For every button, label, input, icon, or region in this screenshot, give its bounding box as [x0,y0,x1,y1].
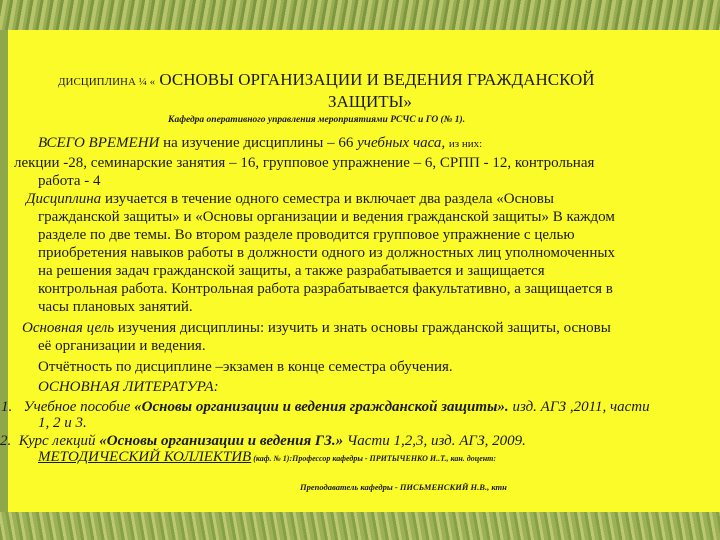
total-hours-line [38,135,482,152]
discipline-title [58,70,595,90]
description-line-5: на решения задач гражданской защиты, а также разрабатывается и защищается [38,263,545,279]
literature-item-1-cont: 1, 2 и 3. [38,415,87,431]
description-label: Дисциплина [26,191,102,207]
background-grass-top [0,0,720,30]
goal-line-1 [22,320,611,337]
literature-item-1 [1,399,650,416]
collective-text: (каф. № 1):Профессор кафедры - ПРИТЫЧЕНКО И..Т., кан. доцент: [251,454,497,463]
description-line-7: часы плановых занятий. [38,299,193,315]
goal-text-1: изучения дисциплины: изучить и знать основы гражданской защиты, основы [114,320,611,336]
title-prefix: ДИСЦИПЛИНА ¼ « [58,76,156,88]
breakdown-line-1: лекции -28, семинарские занятия – 16, групповое упражнение – 6, СРПП - 12, контрольная [14,155,595,171]
literature-item-1-c: изд. АГЗ ,2011, части [508,399,650,415]
total-text2: из них: [448,138,483,150]
literature-header-text: ОСНОВНАЯ ЛИТЕРАТУРА: [38,379,219,395]
collective-line [38,449,496,466]
description-line-4: приобретения навыков работы в должности одного из должностных лиц уполномоченных [38,245,615,261]
literature-item-2 [0,433,526,450]
literature-header [38,379,219,396]
report-line: Отчётность по дисциплине –экзамен в конце семестра обучения. [38,359,453,375]
collective-label: МЕТОДИЧЕСКИЙ КОЛЛЕКТИВ [38,449,252,465]
total-hours: учебных часа, [357,135,446,151]
description-line-2: гражданской защиты» и «Основы организации и ведения гражданской защиты» В каждом [38,209,615,225]
description-line-1 [26,191,554,208]
title-main: ОСНОВЫ ОРГАНИЗАЦИИ И ВЕДЕНИЯ ГРАЖДАНСКОЙ [159,70,595,89]
goal-line-2: её организации и ведения. [38,338,206,354]
total-label: ВСЕГО ВРЕМЕНИ [38,135,160,151]
literature-item-1-num: 1. [1,399,13,415]
teacher-line: Преподаватель кафедры - ПИСЬМЕНСКИЙ Н.В., ктн [300,482,507,492]
slide-panel [0,30,720,512]
description-line-3: разделе по две темы. Во втором разделе проводится групповое упражнение с целью [38,227,575,243]
literature-item-2-c: Части 1,2,3, изд. АГЗ, 2009. [343,433,526,449]
goal-label: Основная цель [22,320,115,336]
description-text-1: изучается в течение одного семестра и включает два раздела «Основы [101,191,554,207]
literature-item-2-b: «Основы организации и ведения ГЗ.» [99,433,344,449]
literature-item-2-a: Курс лекций [18,433,100,449]
total-text1: на изучение дисциплины – 66 [159,135,358,151]
description-line-6: контрольная работа. Контрольная работа разрабатывается факультативно, а защищается в [38,281,613,297]
discipline-title-cont: ЗАЩИТЫ» [328,92,412,111]
literature-item-1-b: «Основы организации и ведения гражданской защиты». [134,399,509,415]
literature-item-1-a: Учебное пособие [23,399,135,415]
literature-item-2-num: 2. [0,433,12,449]
background-grass-bottom [0,512,720,540]
breakdown-line-2: работа - 4 [38,173,101,189]
department-line: Кафедра оперативного управления мероприятиями РСЧС и ГО (№ 1). [168,115,466,125]
